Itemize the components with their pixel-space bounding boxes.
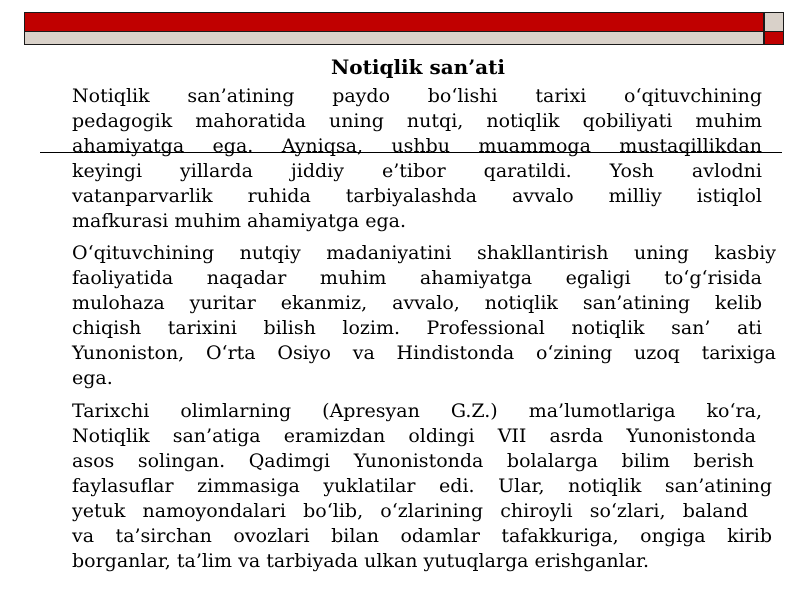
paragraph-line: ega. bbox=[72, 367, 113, 389]
paragraph-line: vatanparvarlik ruhida tarbiyalashda avvalo milliy istiqlol bbox=[72, 185, 762, 207]
header-corner-square-top bbox=[764, 12, 784, 32]
paragraph-line: asos solingan. Qadimgi Yunonistonda bolalarga bilim berish bbox=[72, 450, 754, 472]
paragraph-line: faoliyatida naqadar muhim ahamiyatga egaligi to‘g‘risida bbox=[72, 267, 762, 289]
paragraph-line: Yunoniston, O‘rta Osiyo va Hindistonda o‘zining uzoq tarixiga bbox=[72, 342, 776, 364]
paragraph-line: Notiqlik san’atiga eramizdan oldingi VII asrda Yunonistonda bbox=[72, 425, 756, 447]
paragraph-line: Notiqlik san’atining paydo bo‘lishi tarixi o‘qituvchining bbox=[72, 85, 762, 107]
paragraph-line: O‘qituvchining nutqiy madaniyatini shakllantirish uning kasbiy bbox=[72, 242, 776, 264]
paragraph-line: Tarixchi olimlarning (Apresyan G.Z.) ma’lumotlariga ko‘ra, bbox=[72, 400, 762, 422]
paragraph-1 bbox=[72, 84, 762, 234]
header-sub-bar bbox=[24, 32, 764, 45]
paragraph-line: borganlar, ta’lim va tarbiyada ulkan yutuqlarga erishganlar. bbox=[72, 550, 650, 572]
paragraph-3 bbox=[72, 399, 772, 574]
header-corner-square-bottom bbox=[764, 32, 784, 45]
slide-title: Notiqlik san’ati bbox=[331, 55, 505, 79]
header-bar bbox=[24, 12, 764, 32]
paragraph-line: ahamiyatga ega. Ayniqsa, ushbu muammoga mustaqillikdan bbox=[72, 135, 762, 157]
paragraph-line: mulohaza yuritar ekanmiz, avvalo, notiqlik san’atining kelib bbox=[72, 292, 762, 314]
paragraph-2 bbox=[72, 241, 776, 391]
paragraph-line: keyingi yillarda jiddiy e’tibor qaratildi. Yosh avlodni bbox=[72, 160, 762, 182]
paragraph-line: yetuk namoyondalari bo‘lib, o‘zlarining chiroyli so‘zlari, baland bbox=[72, 500, 748, 522]
paragraph-line: va ta’sirchan ovozlari bilan odamlar tafakkuriga, ongiga kirib bbox=[72, 525, 772, 547]
paragraph-line: pedagogik mahoratida uning nutqi, notiqlik qobiliyati muhim bbox=[72, 110, 762, 132]
paragraph-line: faylasuflar zimmasiga yuklatilar edi. Ular, notiqlik san’atining bbox=[72, 475, 772, 497]
paragraph-line: mafkurasi muhim ahamiyatga ega. bbox=[72, 210, 407, 232]
paragraph-line: chiqish tarixini bilish lozim. Professional notiqlik san’ ati bbox=[72, 317, 762, 339]
